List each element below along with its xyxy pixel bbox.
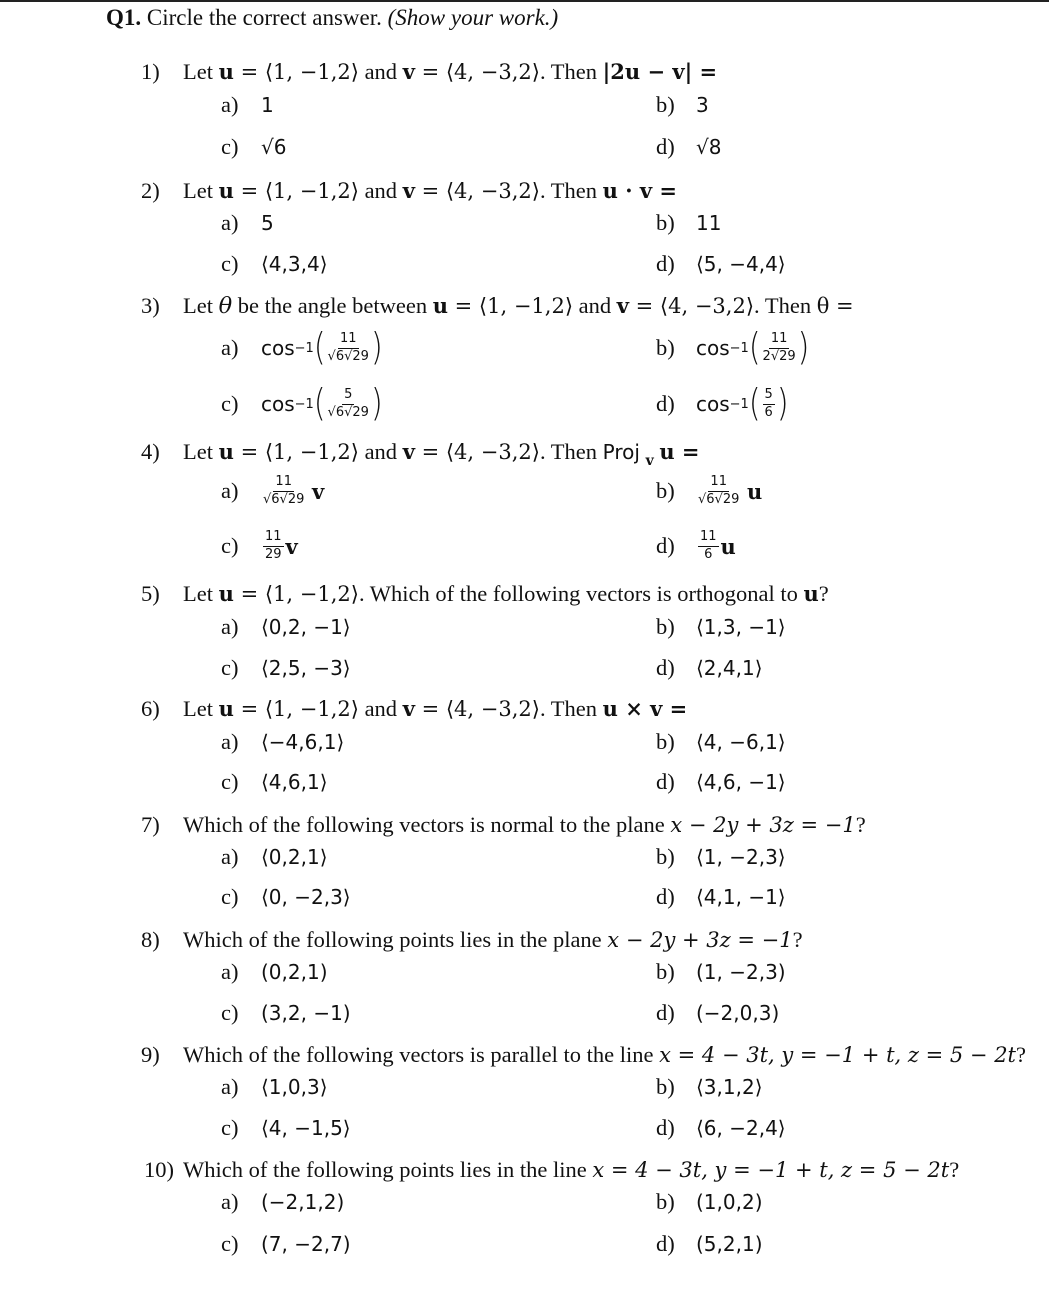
questions-1-c-label: c) [221, 251, 239, 276]
questions-2-d-sup: −1 [729, 396, 749, 412]
questions-8-b-label: b) [656, 1074, 675, 1099]
questions-2-eq1: = ⟨1, −1,2⟩ [447, 294, 574, 318]
questions-5-prefix: Let [183, 696, 219, 721]
choice-1b[interactable] [656, 88, 709, 122]
questions-2-b-num: 11 [769, 332, 790, 348]
questions-3-c-label: c) [221, 533, 239, 558]
questions-9-a-label: a) [221, 1189, 239, 1214]
question-10 [144, 1159, 959, 1182]
questions-4-b-value: ⟨1,3, −1⟩ [696, 615, 786, 639]
questions-2-then: . Then [754, 293, 817, 318]
questions-4-prefix: Let [183, 581, 219, 606]
top-rule [0, 0, 1049, 2]
questions-8-c-label: c) [221, 1115, 239, 1140]
questions-2-and: and [573, 293, 617, 318]
questions-5-expr: u × v = [602, 696, 688, 721]
questions-1-num: 2) [141, 178, 160, 203]
questions-2-b-den: 2√29 [762, 348, 796, 364]
questions-1-a-value: 5 [261, 211, 274, 235]
question-heading [106, 5, 558, 31]
questions-0-v: v [402, 59, 415, 84]
choice-4b[interactable] [656, 470, 762, 512]
questions-6-c-value: ⟨0, −2,3⟩ [261, 885, 351, 909]
questions-2-d-label: d) [656, 391, 675, 416]
questions-1-d-label: d) [656, 251, 675, 276]
question-7-answers-row-1 [221, 840, 1021, 874]
questions-2-text2: be the angle between [232, 293, 433, 318]
questions-2-d-func: cos [696, 392, 730, 416]
questions-1-u: u [218, 178, 234, 203]
questions-0-b-value: 3 [696, 93, 709, 117]
question-2-answers-row-2 [221, 247, 1021, 281]
questions-0-num: 1) [141, 59, 160, 84]
questions-4-d-value: ⟨2,4,1⟩ [696, 656, 763, 680]
questions-5-v: v [402, 696, 415, 721]
choice-5d[interactable] [656, 651, 763, 685]
questions-1-b-value: 11 [696, 211, 722, 235]
questions-5-eq2: = ⟨4, −3,2⟩ [414, 697, 540, 721]
parenthesis: ) [370, 325, 383, 370]
questions-2-num: 3) [141, 293, 160, 318]
question-1-answers-row-1 [221, 88, 1021, 122]
questions-8-a-label: a) [221, 1074, 239, 1099]
questions-5-c-label: c) [221, 769, 239, 794]
questions-5-b-label: b) [656, 729, 675, 754]
questions-7-end: ? [792, 927, 803, 952]
choice-7b[interactable] [656, 840, 786, 874]
questions-9-c-label: c) [221, 1231, 239, 1256]
questions-6-d-value: ⟨4,1, −1⟩ [696, 885, 786, 909]
questions-2-b-func: cos [696, 336, 730, 360]
choice-2d[interactable] [656, 247, 786, 281]
questions-3-a-label: a) [221, 478, 239, 503]
question-1 [141, 61, 717, 84]
choice-6d[interactable] [656, 765, 786, 799]
fraction [763, 332, 796, 364]
questions-7-c-label: c) [221, 1000, 239, 1025]
choice-5b[interactable] [656, 610, 786, 644]
question-8 [141, 929, 803, 952]
questions-3-c-vec: v [285, 533, 298, 559]
questions-2-c-label: c) [221, 391, 239, 416]
questions-6-num: 7) [141, 812, 160, 837]
questions-4-b-label: b) [656, 614, 675, 639]
questions-3-prefix: Let [183, 439, 219, 464]
questions-1-expr: u · v = [602, 178, 677, 203]
question-9-answers-row-1 [221, 1070, 1021, 1104]
questions-0-expr: |2u − v| = [602, 59, 718, 84]
choice-6b[interactable] [656, 725, 786, 759]
questions-5-a-value: ⟨−4,6,1⟩ [261, 730, 345, 754]
questions-6-d-label: d) [656, 884, 675, 909]
questions-8-d-value: ⟨6, −2,4⟩ [696, 1116, 786, 1140]
question-5 [141, 583, 829, 606]
questions-5-eq1: = ⟨1, −1,2⟩ [233, 697, 359, 721]
choice-3b[interactable] [656, 325, 810, 370]
questions-6-a-value: ⟨0,2,1⟩ [261, 845, 328, 869]
questions-6-b-value: ⟨1, −2,3⟩ [696, 845, 786, 869]
questions-2-a-func: cos [261, 336, 295, 360]
question-3 [141, 295, 854, 318]
choice-2c[interactable] [221, 247, 328, 281]
questions-3-a-num: 11 [273, 475, 294, 491]
questions-6-text: Which of the following vectors is normal to the plane [183, 812, 671, 837]
questions-7-a-value: (0,2,1) [261, 960, 328, 984]
questions-9-c-value: (7, −2,7) [261, 1232, 351, 1256]
choice-8d[interactable] [656, 996, 779, 1030]
questions-2-b-label: b) [656, 335, 675, 360]
questions-8-expr: x = 4 − 3t, y = −1 + t, z = 5 − 2t [659, 1043, 1016, 1067]
questions-5-and: and [358, 696, 403, 721]
choice-5c[interactable] [221, 651, 351, 685]
questions-2-text1: Let [183, 293, 219, 318]
questions-3-expr: u = [659, 439, 700, 464]
questions-2-c-func: cos [261, 392, 295, 416]
questions-1-d-value: ⟨5, −4,4⟩ [696, 252, 786, 276]
questions-3-then: . Then [539, 439, 603, 464]
fraction [698, 475, 739, 507]
choice-9a[interactable] [221, 1070, 328, 1104]
choice-10a[interactable] [221, 1185, 344, 1219]
choice-3c[interactable] [221, 381, 383, 426]
questions-8-end: ? [1016, 1042, 1026, 1067]
question-6-answers-row-1 [221, 725, 1021, 759]
questions-5-b-value: ⟨4, −6,1⟩ [696, 730, 786, 754]
question-4 [141, 441, 700, 468]
questions-3-d-label: d) [656, 533, 675, 558]
questions-3-c-den: 29 [265, 546, 282, 562]
questions-1-then: . Then [539, 178, 603, 203]
parenthesis: ) [776, 381, 789, 426]
questions-7-b-label: b) [656, 959, 675, 984]
questions-1-and: and [358, 178, 403, 203]
fraction [263, 475, 304, 507]
questions-8-b-value: ⟨3,1,2⟩ [696, 1075, 763, 1099]
question-10-answers-row-2 [221, 1227, 1021, 1261]
questions-7-c-value: (3,2, −1) [261, 1001, 351, 1025]
questions-2-a-sup: −1 [294, 340, 314, 356]
choice-10c[interactable] [221, 1227, 351, 1261]
questions-3-a-vec: v [312, 478, 325, 504]
choice-2a[interactable] [221, 206, 274, 240]
questions-3-u: u [218, 439, 234, 464]
questions-4-u: u [218, 581, 234, 606]
questions-4-a-label: a) [221, 614, 239, 639]
questions-2-b-sup: −1 [729, 340, 749, 356]
questions-5-u: u [218, 696, 234, 721]
questions-8-c-value: ⟨4, −1,5⟩ [261, 1116, 351, 1140]
questions-0-eq1: = ⟨1, −1,2⟩ [233, 60, 359, 84]
questions-3-d-vec: u [720, 533, 736, 559]
questions-4-a-value: ⟨0,2, −1⟩ [261, 615, 351, 639]
questions-3-a-den: √6√29 [263, 491, 305, 507]
parenthesis: ) [370, 381, 383, 426]
questions-2-expr: θ = [816, 294, 854, 318]
questions-8-num: 9) [141, 1042, 160, 1067]
question-9-answers-row-2 [221, 1111, 1021, 1145]
questions-7-d-value: (−2,0,3) [696, 1001, 780, 1025]
question-9 [141, 1044, 1026, 1067]
questions-7-b-value: (1, −2,3) [696, 960, 786, 984]
question-3-answers-row-2 [221, 381, 1021, 426]
questions-6-c-label: c) [221, 884, 239, 909]
questions-1-prefix: Let [183, 178, 219, 203]
questions-3-b-vec: u [747, 478, 763, 504]
questions-3-d-num: 11 [698, 530, 719, 546]
question-7 [141, 814, 866, 837]
questions-3-projsub: v [645, 453, 654, 469]
choice-1a[interactable] [221, 88, 274, 122]
questions-2-eq2: = ⟨4, −3,2⟩ [628, 294, 755, 318]
questions-2-d-den: 6 [764, 404, 773, 420]
questions-3-b-den: √6√29 [698, 491, 740, 507]
fraction [263, 530, 284, 562]
questions-3-num: 4) [141, 439, 160, 464]
questions-6-b-label: b) [656, 844, 675, 869]
questions-4-end: ? [818, 581, 829, 606]
questions-2-a-den: √6√29 [327, 348, 369, 364]
choice-8c[interactable] [221, 996, 351, 1030]
questions-2-theta: θ [218, 293, 233, 319]
questions-3-b-num: 11 [708, 475, 729, 491]
questions-6-expr: x − 2y + 3z = −1 [670, 813, 856, 837]
questions-4-c-label: c) [221, 655, 239, 680]
choice-4d[interactable] [656, 525, 736, 567]
questions-0-prefix: Let [183, 59, 219, 84]
questions-0-d-value: √8 [696, 135, 722, 159]
fraction [698, 530, 719, 562]
questions-7-a-label: a) [221, 959, 239, 984]
question-2-answers-row-1 [221, 206, 1021, 240]
questions-2-c-den: √6√29 [327, 404, 369, 420]
parenthesis: ) [797, 325, 810, 370]
questions-7-expr: x − 2y + 3z = −1 [607, 928, 793, 952]
questions-0-a-value: 1 [261, 93, 274, 117]
questions-2-u: u [432, 293, 448, 318]
questions-2-a-num: 11 [338, 332, 359, 348]
question-1-answers-row-2 [221, 130, 1021, 164]
questions-9-text: Which of the following points lies in the line [183, 1157, 593, 1182]
question-4-answers-row-1 [221, 470, 1021, 512]
question-6-answers-row-2 [221, 765, 1021, 799]
choice-3a[interactable] [221, 325, 383, 370]
questions-9-expr: x = 4 − 3t, y = −1 + t, z = 5 − 2t [592, 1158, 950, 1182]
choice-7d[interactable] [656, 880, 786, 914]
questions-3-proj: Proj [602, 440, 640, 464]
questions-1-c-value: ⟨4,3,4⟩ [261, 252, 328, 276]
choice-1d[interactable] [656, 130, 721, 164]
question-8-answers-row-2 [221, 996, 1021, 1030]
questions-2-c-sup: −1 [294, 396, 314, 412]
parenthesis: ( [748, 381, 761, 426]
questions-7-text: Which of the following points lies in the plane [183, 927, 608, 952]
questions-0-b-label: b) [656, 92, 675, 117]
questions-0-u: u [218, 59, 234, 84]
questions-2-d-num: 5 [763, 388, 775, 404]
questions-6-end: ? [855, 812, 866, 837]
fraction [328, 332, 369, 364]
questions-0-eq2: = ⟨4, −3,2⟩ [414, 60, 540, 84]
questions-4-eq1: = ⟨1, −1,2⟩ [233, 582, 359, 606]
questions-5-d-label: d) [656, 769, 675, 794]
choice-4a[interactable] [221, 470, 324, 512]
question-6 [141, 698, 687, 721]
questions-9-end: ? [949, 1157, 960, 1182]
questions-3-and: and [358, 439, 403, 464]
questions-5-d-value: ⟨4,6, −1⟩ [696, 770, 786, 794]
questions-8-a-value: ⟨1,0,3⟩ [261, 1075, 328, 1099]
questions-6-a-label: a) [221, 844, 239, 869]
choice-8a[interactable] [221, 955, 328, 989]
questions-5-num: 6) [141, 696, 160, 721]
questions-7-num: 8) [141, 927, 160, 952]
parenthesis: ( [313, 325, 326, 370]
questions-2-c-num: 5 [342, 388, 354, 404]
choice-5a[interactable] [221, 610, 351, 644]
choice-9c[interactable] [221, 1111, 351, 1145]
parenthesis: ( [748, 325, 761, 370]
questions-9-a-value: (−2,1,2) [261, 1190, 345, 1214]
choice-9d[interactable] [656, 1111, 786, 1145]
questions-4-u2: u [803, 581, 819, 606]
questions-0-c-value: √6 [261, 135, 287, 159]
fraction [328, 388, 369, 420]
questions-9-num: 10) [144, 1157, 174, 1182]
question-2 [141, 180, 677, 203]
choice-8b[interactable] [656, 955, 786, 989]
questions-8-d-label: d) [656, 1115, 675, 1140]
question-5-answers-row-1 [221, 610, 1021, 644]
questions-9-d-label: d) [656, 1231, 675, 1256]
questions-4-num: 5) [141, 581, 160, 606]
questions-0-c-label: c) [221, 134, 239, 159]
questions-3-b-label: b) [656, 478, 675, 503]
questions-3-c-num: 11 [263, 530, 284, 546]
question-10-answers-row-1 [221, 1185, 1021, 1219]
questions-4-d-label: d) [656, 655, 675, 680]
questions-5-then: . Then [539, 696, 603, 721]
questions-5-c-value: ⟨4,6,1⟩ [261, 770, 328, 794]
choice-9b[interactable] [656, 1070, 763, 1104]
question-3-answers-row-1 [221, 325, 1021, 370]
heading-number: Q1. [106, 5, 142, 30]
choice-6c[interactable] [221, 765, 328, 799]
questions-8-text: Which of the following vectors is parallel to the line [183, 1042, 660, 1067]
questions-0-d-label: d) [656, 134, 675, 159]
questions-4-rest: . Which of the following vectors is orthogonal to [358, 581, 804, 606]
questions-1-b-label: b) [656, 210, 675, 235]
questions-1-eq1: = ⟨1, −1,2⟩ [233, 179, 359, 203]
questions-5-a-label: a) [221, 729, 239, 754]
questions-7-d-label: d) [656, 1000, 675, 1025]
heading-note: (Show your work.) [387, 5, 559, 30]
choice-3d[interactable] [656, 381, 789, 426]
questions-3-v: v [402, 439, 415, 464]
parenthesis: ( [313, 381, 326, 426]
questions-9-d-value: (5,2,1) [696, 1232, 763, 1256]
questions-0-and: and [358, 59, 403, 84]
choice-7a[interactable] [221, 840, 328, 874]
heading-text: Circle the correct answer. [146, 5, 382, 30]
questions-2-a-label: a) [221, 335, 239, 360]
questions-0-then: . Then [539, 59, 603, 84]
questions-1-v: v [402, 178, 415, 203]
choice-4c[interactable] [221, 525, 298, 567]
question-5-answers-row-2 [221, 651, 1021, 685]
fraction [763, 388, 775, 420]
questions-1-eq2: = ⟨4, −3,2⟩ [414, 179, 540, 203]
choice-2b[interactable] [656, 206, 721, 240]
choice-10b[interactable] [656, 1185, 763, 1219]
questions-1-a-label: a) [221, 210, 239, 235]
question-8-answers-row-1 [221, 955, 1021, 989]
questions-3-eq1: = ⟨1, −1,2⟩ [233, 440, 359, 464]
questions-9-b-value: (1,0,2) [696, 1190, 763, 1214]
questions-9-b-label: b) [656, 1189, 675, 1214]
questions-4-c-value: ⟨2,5, −3⟩ [261, 656, 351, 680]
question-4-answers-row-2 [221, 525, 1021, 567]
questions-3-eq2: = ⟨4, −3,2⟩ [414, 440, 540, 464]
questions-3-d-den: 6 [704, 546, 713, 562]
choice-1c[interactable] [221, 130, 286, 164]
choice-6a[interactable] [221, 725, 344, 759]
choice-7c[interactable] [221, 880, 351, 914]
question-7-answers-row-2 [221, 880, 1021, 914]
choice-10d[interactable] [656, 1227, 763, 1261]
questions-2-v: v [616, 293, 629, 318]
questions-0-a-label: a) [221, 92, 239, 117]
